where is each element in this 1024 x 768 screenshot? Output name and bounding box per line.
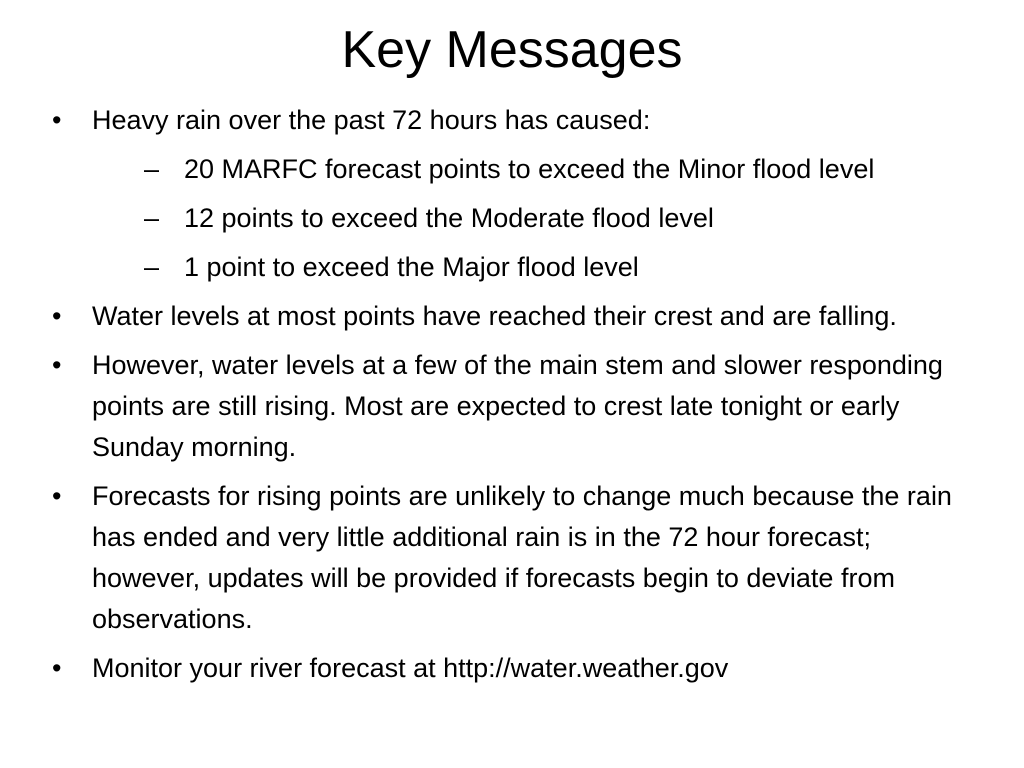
- sub-bullet-marker: –: [144, 154, 160, 184]
- slide-title: Key Messages: [341, 21, 683, 79]
- sub-bullet-marker: –: [144, 203, 160, 233]
- bullet-marker: •: [52, 105, 62, 135]
- bullet-text: Forecasts for rising points are unlikely to change much because the rain has ended and very little additional rain is in the 72 hour forecast; however, updates will be provided if forecasts begin to deviate from observations.: [92, 481, 952, 634]
- sub-bullet-item: [92, 198, 962, 239]
- bullet-item: [52, 296, 962, 337]
- sub-bullet-text: 20 MARFC forecast points to exceed the Minor flood level: [184, 154, 875, 184]
- bullet-item: [52, 345, 962, 468]
- bullet-marker: •: [52, 481, 62, 511]
- sub-bullet-item: [92, 247, 962, 288]
- bullet-item: [52, 476, 962, 640]
- sub-bullet-text: 1 point to exceed the Major flood level: [184, 252, 639, 282]
- bullet-item: [52, 100, 962, 288]
- sub-bullet-item: [92, 149, 962, 190]
- bullet-text: Heavy rain over the past 72 hours has caused:: [92, 105, 651, 135]
- bullet-text: Monitor your river forecast at http://water.weather.gov: [92, 653, 729, 683]
- bullet-text: However, water levels at a few of the main stem and slower responding points are still rising. Most are expected to crest late tonight or early Sunday morning.: [92, 350, 943, 462]
- bullet-marker: •: [52, 653, 62, 683]
- bullet-marker: •: [52, 301, 62, 331]
- sub-bullet-marker: –: [144, 252, 160, 282]
- bullet-list: [52, 100, 962, 697]
- sub-bullet-list: [92, 149, 962, 288]
- bullet-text: Water levels at most points have reached their crest and are falling.: [92, 301, 897, 331]
- bullet-item: [52, 648, 962, 689]
- sub-bullet-text: 12 points to exceed the Moderate flood level: [184, 203, 714, 233]
- bullet-marker: •: [52, 350, 62, 380]
